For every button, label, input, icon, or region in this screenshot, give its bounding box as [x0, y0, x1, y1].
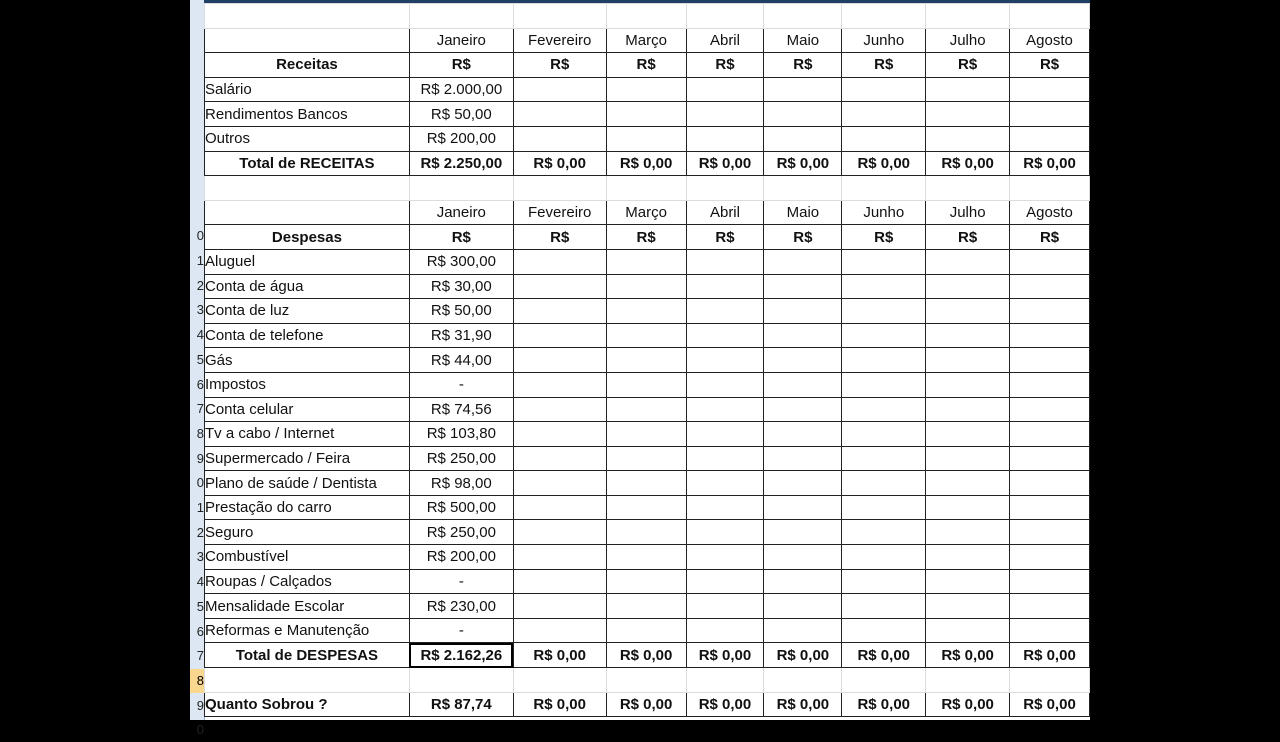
despesas-item-value[interactable] — [764, 495, 842, 520]
receitas-item-value[interactable] — [686, 77, 764, 102]
despesas-item-value[interactable] — [1010, 446, 1090, 471]
currency-header[interactable]: R$ — [764, 53, 842, 78]
despesas-item-value[interactable] — [842, 348, 926, 373]
receitas-item-value[interactable] — [842, 102, 926, 127]
receitas-section-title[interactable]: Receitas — [205, 53, 410, 78]
despesas-item-value[interactable] — [842, 299, 926, 324]
empty-cell[interactable] — [686, 4, 764, 29]
despesas-item-value[interactable] — [764, 274, 842, 299]
row-number[interactable]: 9 — [196, 450, 204, 466]
currency-header[interactable]: R$ — [686, 53, 764, 78]
despesas-item-value[interactable] — [606, 618, 686, 643]
despesas-item-jan-value[interactable]: R$ 200,00 — [409, 545, 513, 570]
despesas-item-label[interactable]: Roupas / Calçados — [205, 569, 410, 594]
despesas-item-value[interactable] — [926, 520, 1010, 545]
empty-cell[interactable] — [764, 4, 842, 29]
despesas-item-value[interactable] — [606, 397, 686, 422]
despesas-item-value[interactable] — [764, 569, 842, 594]
despesas-item-value[interactable] — [513, 545, 606, 570]
sobra-value[interactable]: R$ 87,74 — [409, 692, 513, 717]
despesas-total-value[interactable]: R$ 0,00 — [686, 643, 764, 668]
receitas-total-label[interactable]: Total de RECEITAS — [205, 151, 410, 176]
despesas-item-value[interactable] — [1010, 495, 1090, 520]
despesas-item-value[interactable] — [606, 520, 686, 545]
despesas-item-value[interactable] — [1010, 594, 1090, 619]
despesas-month-header[interactable]: Julho — [926, 200, 1010, 225]
despesas-item-value[interactable] — [1010, 372, 1090, 397]
despesas-item-label[interactable]: Impostos — [205, 372, 410, 397]
receitas-item-value[interactable] — [606, 126, 686, 151]
despesas-item-value[interactable] — [926, 422, 1010, 447]
receitas-total-value[interactable]: R$ 0,00 — [606, 151, 686, 176]
despesas-item-jan-value[interactable]: R$ 500,00 — [409, 495, 513, 520]
despesas-item-value[interactable] — [686, 422, 764, 447]
despesas-item-value[interactable] — [1010, 471, 1090, 496]
despesas-item-value[interactable] — [1010, 569, 1090, 594]
empty-cell[interactable] — [1010, 176, 1090, 201]
despesas-month-header[interactable]: Janeiro — [409, 200, 513, 225]
despesas-item-value[interactable] — [686, 323, 764, 348]
empty-cell[interactable] — [409, 668, 513, 693]
despesas-item-jan-value[interactable]: R$ 74,56 — [409, 397, 513, 422]
sobra-label[interactable]: Quanto Sobrou ? — [205, 692, 410, 717]
receitas-total-value[interactable]: R$ 0,00 — [513, 151, 606, 176]
receitas-month-header[interactable]: Fevereiro — [513, 28, 606, 53]
empty-cell[interactable] — [764, 668, 842, 693]
row-number[interactable]: 8 — [190, 669, 204, 693]
despesas-item-value[interactable] — [1010, 545, 1090, 570]
empty-cell[interactable] — [842, 176, 926, 201]
currency-header[interactable]: R$ — [1010, 53, 1090, 78]
despesas-item-value[interactable] — [513, 372, 606, 397]
despesas-item-value[interactable] — [1010, 520, 1090, 545]
receitas-total-value[interactable]: R$ 0,00 — [842, 151, 926, 176]
despesas-item-value[interactable] — [686, 495, 764, 520]
despesas-item-value[interactable] — [926, 348, 1010, 373]
despesas-item-value[interactable] — [1010, 397, 1090, 422]
row-number[interactable]: 9 — [196, 697, 204, 713]
sobra-value[interactable]: R$ 0,00 — [686, 692, 764, 717]
despesas-item-value[interactable] — [926, 323, 1010, 348]
despesas-total-value[interactable]: R$ 0,00 — [926, 643, 1010, 668]
despesas-item-value[interactable] — [926, 372, 1010, 397]
despesas-item-value[interactable] — [926, 299, 1010, 324]
despesas-item-value[interactable] — [513, 471, 606, 496]
empty-cell[interactable] — [686, 668, 764, 693]
sobra-value[interactable]: R$ 0,00 — [1010, 692, 1090, 717]
row-number[interactable]: 0 — [196, 722, 204, 738]
despesas-item-value[interactable] — [842, 471, 926, 496]
despesas-item-label[interactable]: Seguro — [205, 520, 410, 545]
despesas-item-value[interactable] — [513, 569, 606, 594]
despesas-item-value[interactable] — [1010, 299, 1090, 324]
receitas-item-jan-value[interactable]: R$ 200,00 — [409, 126, 513, 151]
despesas-item-value[interactable] — [764, 422, 842, 447]
despesas-item-label[interactable]: Conta de luz — [205, 299, 410, 324]
despesas-item-value[interactable] — [513, 594, 606, 619]
despesas-item-value[interactable] — [513, 446, 606, 471]
despesas-item-jan-value[interactable]: R$ 300,00 — [409, 249, 513, 274]
currency-header[interactable]: R$ — [764, 225, 842, 250]
receitas-item-label[interactable]: Rendimentos Bancos — [205, 102, 410, 127]
despesas-total-value[interactable]: R$ 0,00 — [842, 643, 926, 668]
despesas-total-value[interactable]: R$ 0,00 — [513, 643, 606, 668]
despesas-item-value[interactable] — [764, 520, 842, 545]
despesas-item-value[interactable] — [842, 618, 926, 643]
despesas-item-value[interactable] — [513, 249, 606, 274]
despesas-item-value[interactable] — [606, 569, 686, 594]
receitas-item-value[interactable] — [842, 126, 926, 151]
row-number[interactable]: 0 — [196, 228, 204, 244]
receitas-item-value[interactable] — [926, 102, 1010, 127]
despesas-total-value[interactable]: R$ 0,00 — [1010, 643, 1090, 668]
despesas-item-value[interactable] — [686, 397, 764, 422]
empty-cell[interactable] — [926, 4, 1010, 29]
currency-header[interactable]: R$ — [1010, 225, 1090, 250]
despesas-item-jan-value[interactable]: R$ 230,00 — [409, 594, 513, 619]
despesas-item-value[interactable] — [1010, 249, 1090, 274]
despesas-total-value[interactable]: R$ 2.162,26 — [409, 643, 513, 668]
despesas-item-value[interactable] — [926, 397, 1010, 422]
spreadsheet — [190, 0, 1090, 738]
despesas-item-label[interactable]: Conta de telefone — [205, 323, 410, 348]
receitas-month-header[interactable]: Abril — [686, 28, 764, 53]
despesas-item-value[interactable] — [686, 471, 764, 496]
row-number[interactable]: 5 — [196, 598, 204, 614]
currency-header[interactable]: R$ — [409, 53, 513, 78]
despesas-item-jan-value[interactable]: - — [409, 372, 513, 397]
despesas-item-value[interactable] — [513, 495, 606, 520]
despesas-item-value[interactable] — [606, 299, 686, 324]
despesas-item-value[interactable] — [513, 299, 606, 324]
despesas-item-value[interactable] — [926, 594, 1010, 619]
despesas-item-value[interactable] — [764, 249, 842, 274]
receitas-month-header[interactable]: Julho — [926, 28, 1010, 53]
empty-cell[interactable] — [513, 4, 606, 29]
row-number[interactable]: 7 — [196, 648, 204, 664]
row-number[interactable]: 4 — [196, 574, 204, 590]
despesas-total-value[interactable]: R$ 0,00 — [764, 643, 842, 668]
receitas-item-value[interactable] — [606, 102, 686, 127]
despesas-item-value[interactable] — [686, 372, 764, 397]
despesas-item-value[interactable] — [513, 618, 606, 643]
receitas-item-value[interactable] — [926, 126, 1010, 151]
row-number[interactable]: 1 — [196, 500, 204, 515]
despesas-item-label[interactable]: Aluguel — [205, 249, 410, 274]
despesas-item-value[interactable] — [686, 249, 764, 274]
despesas-item-value[interactable] — [926, 446, 1010, 471]
despesas-item-value[interactable] — [842, 249, 926, 274]
despesas-item-value[interactable] — [842, 372, 926, 397]
despesas-item-label[interactable]: Supermercado / Feira — [205, 446, 410, 471]
row-number[interactable]: 6 — [196, 376, 204, 392]
despesas-item-value[interactable] — [513, 348, 606, 373]
despesas-item-value[interactable] — [842, 495, 926, 520]
despesas-item-value[interactable] — [686, 274, 764, 299]
despesas-item-jan-value[interactable]: - — [409, 569, 513, 594]
despesas-item-value[interactable] — [606, 249, 686, 274]
receitas-item-value[interactable] — [1010, 102, 1090, 127]
despesas-item-value[interactable] — [764, 323, 842, 348]
despesas-item-value[interactable] — [686, 594, 764, 619]
despesas-item-value[interactable] — [606, 348, 686, 373]
despesas-item-value[interactable] — [764, 397, 842, 422]
receitas-item-value[interactable] — [513, 102, 606, 127]
receitas-item-value[interactable] — [1010, 126, 1090, 151]
receitas-item-value[interactable] — [686, 102, 764, 127]
despesas-item-value[interactable] — [926, 471, 1010, 496]
despesas-item-jan-value[interactable]: R$ 250,00 — [409, 446, 513, 471]
despesas-item-value[interactable] — [764, 594, 842, 619]
receitas-item-jan-value[interactable]: R$ 2.000,00 — [409, 77, 513, 102]
currency-header[interactable]: R$ — [606, 53, 686, 78]
despesas-item-value[interactable] — [764, 446, 842, 471]
currency-header[interactable]: R$ — [409, 225, 513, 250]
empty-cell[interactable] — [606, 4, 686, 29]
row-number[interactable]: 1 — [196, 253, 204, 268]
despesas-item-value[interactable] — [764, 372, 842, 397]
despesas-item-value[interactable] — [764, 618, 842, 643]
sobra-value[interactable]: R$ 0,00 — [926, 692, 1010, 717]
despesas-month-header[interactable]: Junho — [842, 200, 926, 225]
despesas-item-value[interactable] — [926, 569, 1010, 594]
currency-header[interactable]: R$ — [842, 53, 926, 78]
despesas-item-value[interactable] — [926, 545, 1010, 570]
receitas-month-header[interactable]: Junho — [842, 28, 926, 53]
despesas-item-value[interactable] — [686, 299, 764, 324]
empty-cell[interactable] — [409, 4, 513, 29]
receitas-item-value[interactable] — [686, 126, 764, 151]
despesas-item-value[interactable] — [606, 471, 686, 496]
row-number[interactable]: 7 — [196, 401, 204, 417]
receitas-item-label[interactable]: Salário — [205, 77, 410, 102]
budget-grid — [204, 3, 1090, 717]
despesas-item-value[interactable] — [842, 569, 926, 594]
despesas-item-value[interactable] — [513, 397, 606, 422]
row-number[interactable]: 6 — [196, 623, 204, 639]
despesas-month-header[interactable]: Março — [606, 200, 686, 225]
despesas-item-value[interactable] — [606, 545, 686, 570]
empty-cell[interactable] — [205, 668, 410, 693]
receitas-total-value[interactable]: R$ 0,00 — [686, 151, 764, 176]
despesas-item-value[interactable] — [764, 348, 842, 373]
receitas-item-label[interactable]: Outros — [205, 126, 410, 151]
despesas-item-jan-value[interactable]: - — [409, 618, 513, 643]
receitas-item-value[interactable] — [926, 77, 1010, 102]
despesas-item-value[interactable] — [842, 594, 926, 619]
despesas-item-value[interactable] — [764, 299, 842, 324]
empty-cell[interactable] — [205, 4, 410, 29]
despesas-item-jan-value[interactable]: R$ 98,00 — [409, 471, 513, 496]
despesas-item-value[interactable] — [686, 618, 764, 643]
despesas-item-label[interactable]: Reformas e Manutenção — [205, 618, 410, 643]
despesas-item-value[interactable] — [1010, 348, 1090, 373]
currency-header[interactable]: R$ — [926, 225, 1010, 250]
empty-cell[interactable] — [686, 176, 764, 201]
despesas-item-label[interactable]: Mensalidade Escolar — [205, 594, 410, 619]
empty-cell[interactable] — [409, 176, 513, 201]
despesas-item-jan-value[interactable]: R$ 30,00 — [409, 274, 513, 299]
despesas-item-label[interactable]: Plano de saúde / Dentista — [205, 471, 410, 496]
empty-cell[interactable] — [513, 668, 606, 693]
despesas-item-value[interactable] — [842, 274, 926, 299]
row-number[interactable]: 8 — [196, 425, 204, 441]
row-number[interactable]: 2 — [196, 277, 204, 293]
receitas-item-value[interactable] — [1010, 77, 1090, 102]
despesas-item-value[interactable] — [606, 422, 686, 447]
despesas-item-value[interactable] — [606, 323, 686, 348]
empty-cell[interactable] — [764, 176, 842, 201]
despesas-total-value[interactable]: R$ 0,00 — [606, 643, 686, 668]
despesas-item-jan-value[interactable]: R$ 103,80 — [409, 422, 513, 447]
despesas-item-value[interactable] — [926, 249, 1010, 274]
despesas-item-value[interactable] — [513, 323, 606, 348]
despesas-item-value[interactable] — [606, 274, 686, 299]
despesas-month-header[interactable]: Agosto — [1010, 200, 1090, 225]
receitas-total-value[interactable]: R$ 0,00 — [1010, 151, 1090, 176]
despesas-item-value[interactable] — [1010, 618, 1090, 643]
despesas-item-value[interactable] — [686, 446, 764, 471]
despesas-item-label[interactable]: Conta de água — [205, 274, 410, 299]
empty-cell[interactable] — [1010, 4, 1090, 29]
despesas-item-value[interactable] — [1010, 274, 1090, 299]
row-number[interactable]: 5 — [196, 351, 204, 367]
despesas-item-value[interactable] — [606, 372, 686, 397]
despesas-item-value[interactable] — [926, 495, 1010, 520]
row-number[interactable]: 2 — [196, 524, 204, 540]
receitas-month-header[interactable]: Janeiro — [409, 28, 513, 53]
currency-header[interactable]: R$ — [513, 225, 606, 250]
row-number[interactable]: 0 — [196, 475, 204, 491]
despesas-item-value[interactable] — [764, 471, 842, 496]
corner-cell[interactable] — [205, 200, 410, 225]
receitas-item-value[interactable] — [513, 77, 606, 102]
sobra-value[interactable]: R$ 0,00 — [764, 692, 842, 717]
despesas-item-value[interactable] — [513, 274, 606, 299]
currency-header[interactable]: R$ — [513, 53, 606, 78]
currency-header[interactable]: R$ — [606, 225, 686, 250]
row-number[interactable]: 3 — [196, 302, 204, 318]
despesas-total-label[interactable]: Total de DESPESAS — [205, 643, 410, 668]
receitas-month-header[interactable]: Agosto — [1010, 28, 1090, 53]
currency-header[interactable]: R$ — [926, 53, 1010, 78]
despesas-item-value[interactable] — [606, 446, 686, 471]
receitas-item-value[interactable] — [842, 77, 926, 102]
despesas-section-title[interactable]: Despesas — [205, 225, 410, 250]
despesas-item-value[interactable] — [686, 520, 764, 545]
receitas-total-value[interactable]: R$ 0,00 — [926, 151, 1010, 176]
despesas-item-value[interactable] — [842, 520, 926, 545]
sobra-value[interactable]: R$ 0,00 — [513, 692, 606, 717]
receitas-item-value[interactable] — [606, 77, 686, 102]
despesas-month-header[interactable]: Abril — [686, 200, 764, 225]
empty-cell[interactable] — [926, 668, 1010, 693]
receitas-total-value[interactable]: R$ 2.250,00 — [409, 151, 513, 176]
empty-cell[interactable] — [513, 176, 606, 201]
receitas-item-value[interactable] — [513, 126, 606, 151]
despesas-item-value[interactable] — [686, 545, 764, 570]
despesas-item-value[interactable] — [926, 274, 1010, 299]
despesas-item-value[interactable] — [842, 397, 926, 422]
despesas-item-label[interactable]: Prestação do carro — [205, 495, 410, 520]
receitas-month-header[interactable]: Março — [606, 28, 686, 53]
empty-cell[interactable] — [842, 668, 926, 693]
despesas-item-value[interactable] — [513, 422, 606, 447]
row-number[interactable]: 3 — [196, 549, 204, 565]
currency-header[interactable]: R$ — [686, 225, 764, 250]
receitas-total-value[interactable]: R$ 0,00 — [764, 151, 842, 176]
receitas-item-value[interactable] — [764, 77, 842, 102]
despesas-month-header[interactable]: Maio — [764, 200, 842, 225]
corner-cell[interactable] — [205, 28, 410, 53]
despesas-item-jan-value[interactable]: R$ 31,90 — [409, 323, 513, 348]
despesas-item-value[interactable] — [686, 348, 764, 373]
despesas-item-jan-value[interactable]: R$ 250,00 — [409, 520, 513, 545]
despesas-item-value[interactable] — [606, 495, 686, 520]
despesas-item-jan-value[interactable]: R$ 50,00 — [409, 299, 513, 324]
sobra-value[interactable]: R$ 0,00 — [606, 692, 686, 717]
despesas-month-header[interactable]: Fevereiro — [513, 200, 606, 225]
row-number[interactable]: 4 — [196, 327, 204, 343]
despesas-item-value[interactable] — [842, 545, 926, 570]
empty-cell[interactable] — [606, 176, 686, 201]
despesas-item-label[interactable]: Combustível — [205, 545, 410, 570]
empty-cell[interactable] — [926, 176, 1010, 201]
despesas-item-label[interactable]: Tv a cabo / Internet — [205, 422, 410, 447]
despesas-item-value[interactable] — [926, 618, 1010, 643]
receitas-month-header[interactable]: Maio — [764, 28, 842, 53]
despesas-item-value[interactable] — [764, 545, 842, 570]
despesas-item-value[interactable] — [686, 569, 764, 594]
despesas-item-label[interactable]: Conta celular — [205, 397, 410, 422]
empty-cell[interactable] — [1010, 668, 1090, 693]
receitas-item-value[interactable] — [764, 126, 842, 151]
sobra-value[interactable]: R$ 0,00 — [842, 692, 926, 717]
receitas-item-jan-value[interactable]: R$ 50,00 — [409, 102, 513, 127]
empty-cell[interactable] — [205, 176, 410, 201]
despesas-item-label[interactable]: Gás — [205, 348, 410, 373]
receitas-item-value[interactable] — [764, 102, 842, 127]
despesas-item-value[interactable] — [842, 446, 926, 471]
despesas-item-jan-value[interactable]: R$ 44,00 — [409, 348, 513, 373]
despesas-item-value[interactable] — [1010, 323, 1090, 348]
despesas-item-value[interactable] — [842, 323, 926, 348]
empty-cell[interactable] — [606, 668, 686, 693]
despesas-item-value[interactable] — [842, 422, 926, 447]
despesas-item-value[interactable] — [1010, 422, 1090, 447]
despesas-item-value[interactable] — [606, 594, 686, 619]
currency-header[interactable]: R$ — [842, 225, 926, 250]
empty-cell[interactable] — [842, 4, 926, 29]
despesas-item-value[interactable] — [513, 520, 606, 545]
